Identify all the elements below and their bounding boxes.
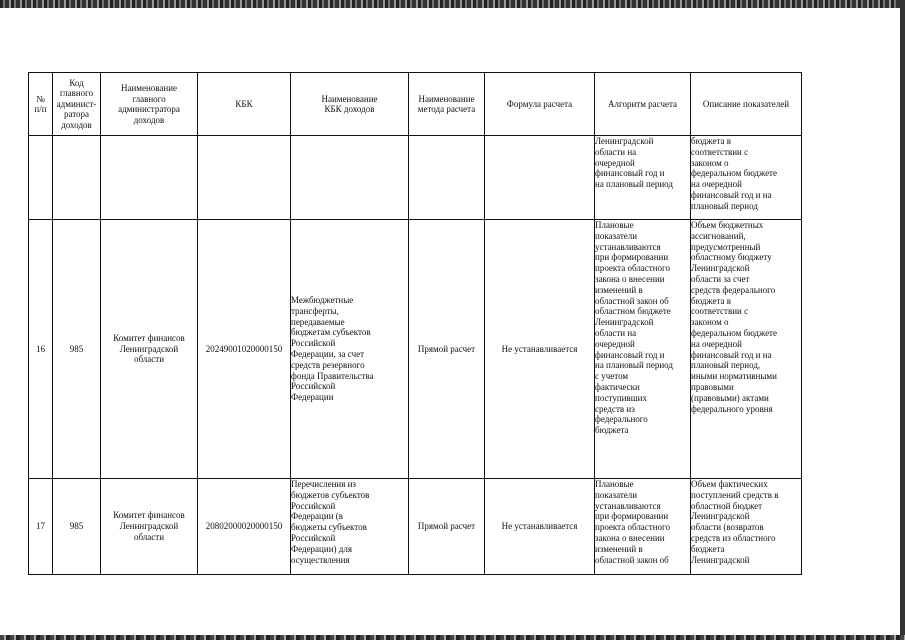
header-kbk-name (291, 73, 409, 136)
scan-border-top (0, 0, 905, 8)
cell-method (409, 136, 485, 220)
scan-border-right (900, 0, 905, 640)
header-kbk-name-label: Наименование КБК доходов (321, 93, 378, 114)
header-method (409, 73, 485, 136)
cell-admin-name (101, 136, 198, 220)
cell-kbk-name: Перечисления из бюджетов субъектов Российской Федерации (в бюджеты субъектов Российской Федерации) для осуществления (291, 479, 409, 575)
cell-method: Прямой расчет (409, 220, 485, 479)
cell-admin-name: Комитет финансов Ленинградской области (101, 220, 198, 479)
header-number (29, 73, 53, 136)
cell-admin-code: 985 (53, 479, 101, 575)
cell-number: 17 (29, 479, 53, 575)
revenue-methodology-table (28, 72, 802, 575)
cell-description: Объем бюджетных ассигнований, предусмотренный областному бюджету Ленинградской области за счет средств федерального бюджета в соответствии с законом о федеральном бюджете на очередной финансовый год и на плановый период, иными нормативными правовыми (правовыми) актами федерального уровня (691, 220, 802, 479)
cell-kbk: 20249001020000150 (198, 220, 291, 479)
cell-description: Объем фактических поступлений средств в областной бюджет Ленинградской области (возвратов средств из областного бюджета Ленинградской (691, 479, 802, 575)
cell-formula: Не устанавливается (485, 220, 595, 479)
cell-algorithm: Ленинградской области на очередной финансовый год и на плановый период (595, 136, 691, 220)
cell-kbk: 20802000020000150 (198, 479, 291, 575)
header-method-label: Наименование метода расчета (417, 93, 476, 114)
header-admin-name (101, 73, 198, 136)
header-description (691, 73, 802, 136)
cell-description: бюджета в соответствии с законом о федеральном бюджете на очередной финансовый год и на плановый период (691, 136, 802, 220)
cell-admin-code (53, 136, 101, 220)
cell-admin-name: Комитет финансов Ленинградской области (101, 479, 198, 575)
table-header-row (29, 73, 802, 136)
header-admin-code-label: Код главного админист- ратора доходов (56, 77, 97, 130)
table-row (29, 136, 802, 220)
cell-formula (485, 136, 595, 220)
cell-algorithm: Плановые показатели устанавливаются при формировании проекта областного закона о внесении изменений в областной закон об (595, 479, 691, 575)
cell-number: 16 (29, 220, 53, 479)
header-admin-code (53, 73, 101, 136)
cell-admin-code: 985 (53, 220, 101, 479)
header-number-label: № п/п (34, 93, 47, 114)
header-admin-name-label: Наименование главного администратора доходов (118, 83, 180, 125)
cell-algorithm: Плановые показатели устанавливаются при формировании проекта областного закона о внесении изменений в областной закон об областном бюджете Ленинградской области на очередной финансовый год и на плановый период с учетом фактически поступивших средств из федерального бюджета (595, 220, 691, 479)
header-algorithm (595, 73, 691, 136)
cell-kbk-name (291, 136, 409, 220)
cell-formula: Не устанавливается (485, 479, 595, 575)
header-formula (485, 73, 595, 136)
cell-method: Прямой расчет (409, 479, 485, 575)
cell-kbk-name: Межбюджетные трансферты, передаваемые бюджетам субъектов Российской Федерации, за счет средств резервного фонда Правительства Российской Федерации (291, 220, 409, 479)
cell-number (29, 136, 53, 220)
header-kbk (198, 73, 291, 136)
header-description-label: Описание показателей (702, 98, 790, 109)
header-algorithm-label: Алгоритм расчета (607, 98, 678, 109)
scan-border-bottom (0, 635, 905, 640)
table-row (29, 220, 802, 479)
header-formula-label: Формула расчета (506, 98, 573, 109)
table-row (29, 479, 802, 575)
header-kbk-label: КБК (235, 98, 253, 109)
cell-kbk (198, 136, 291, 220)
